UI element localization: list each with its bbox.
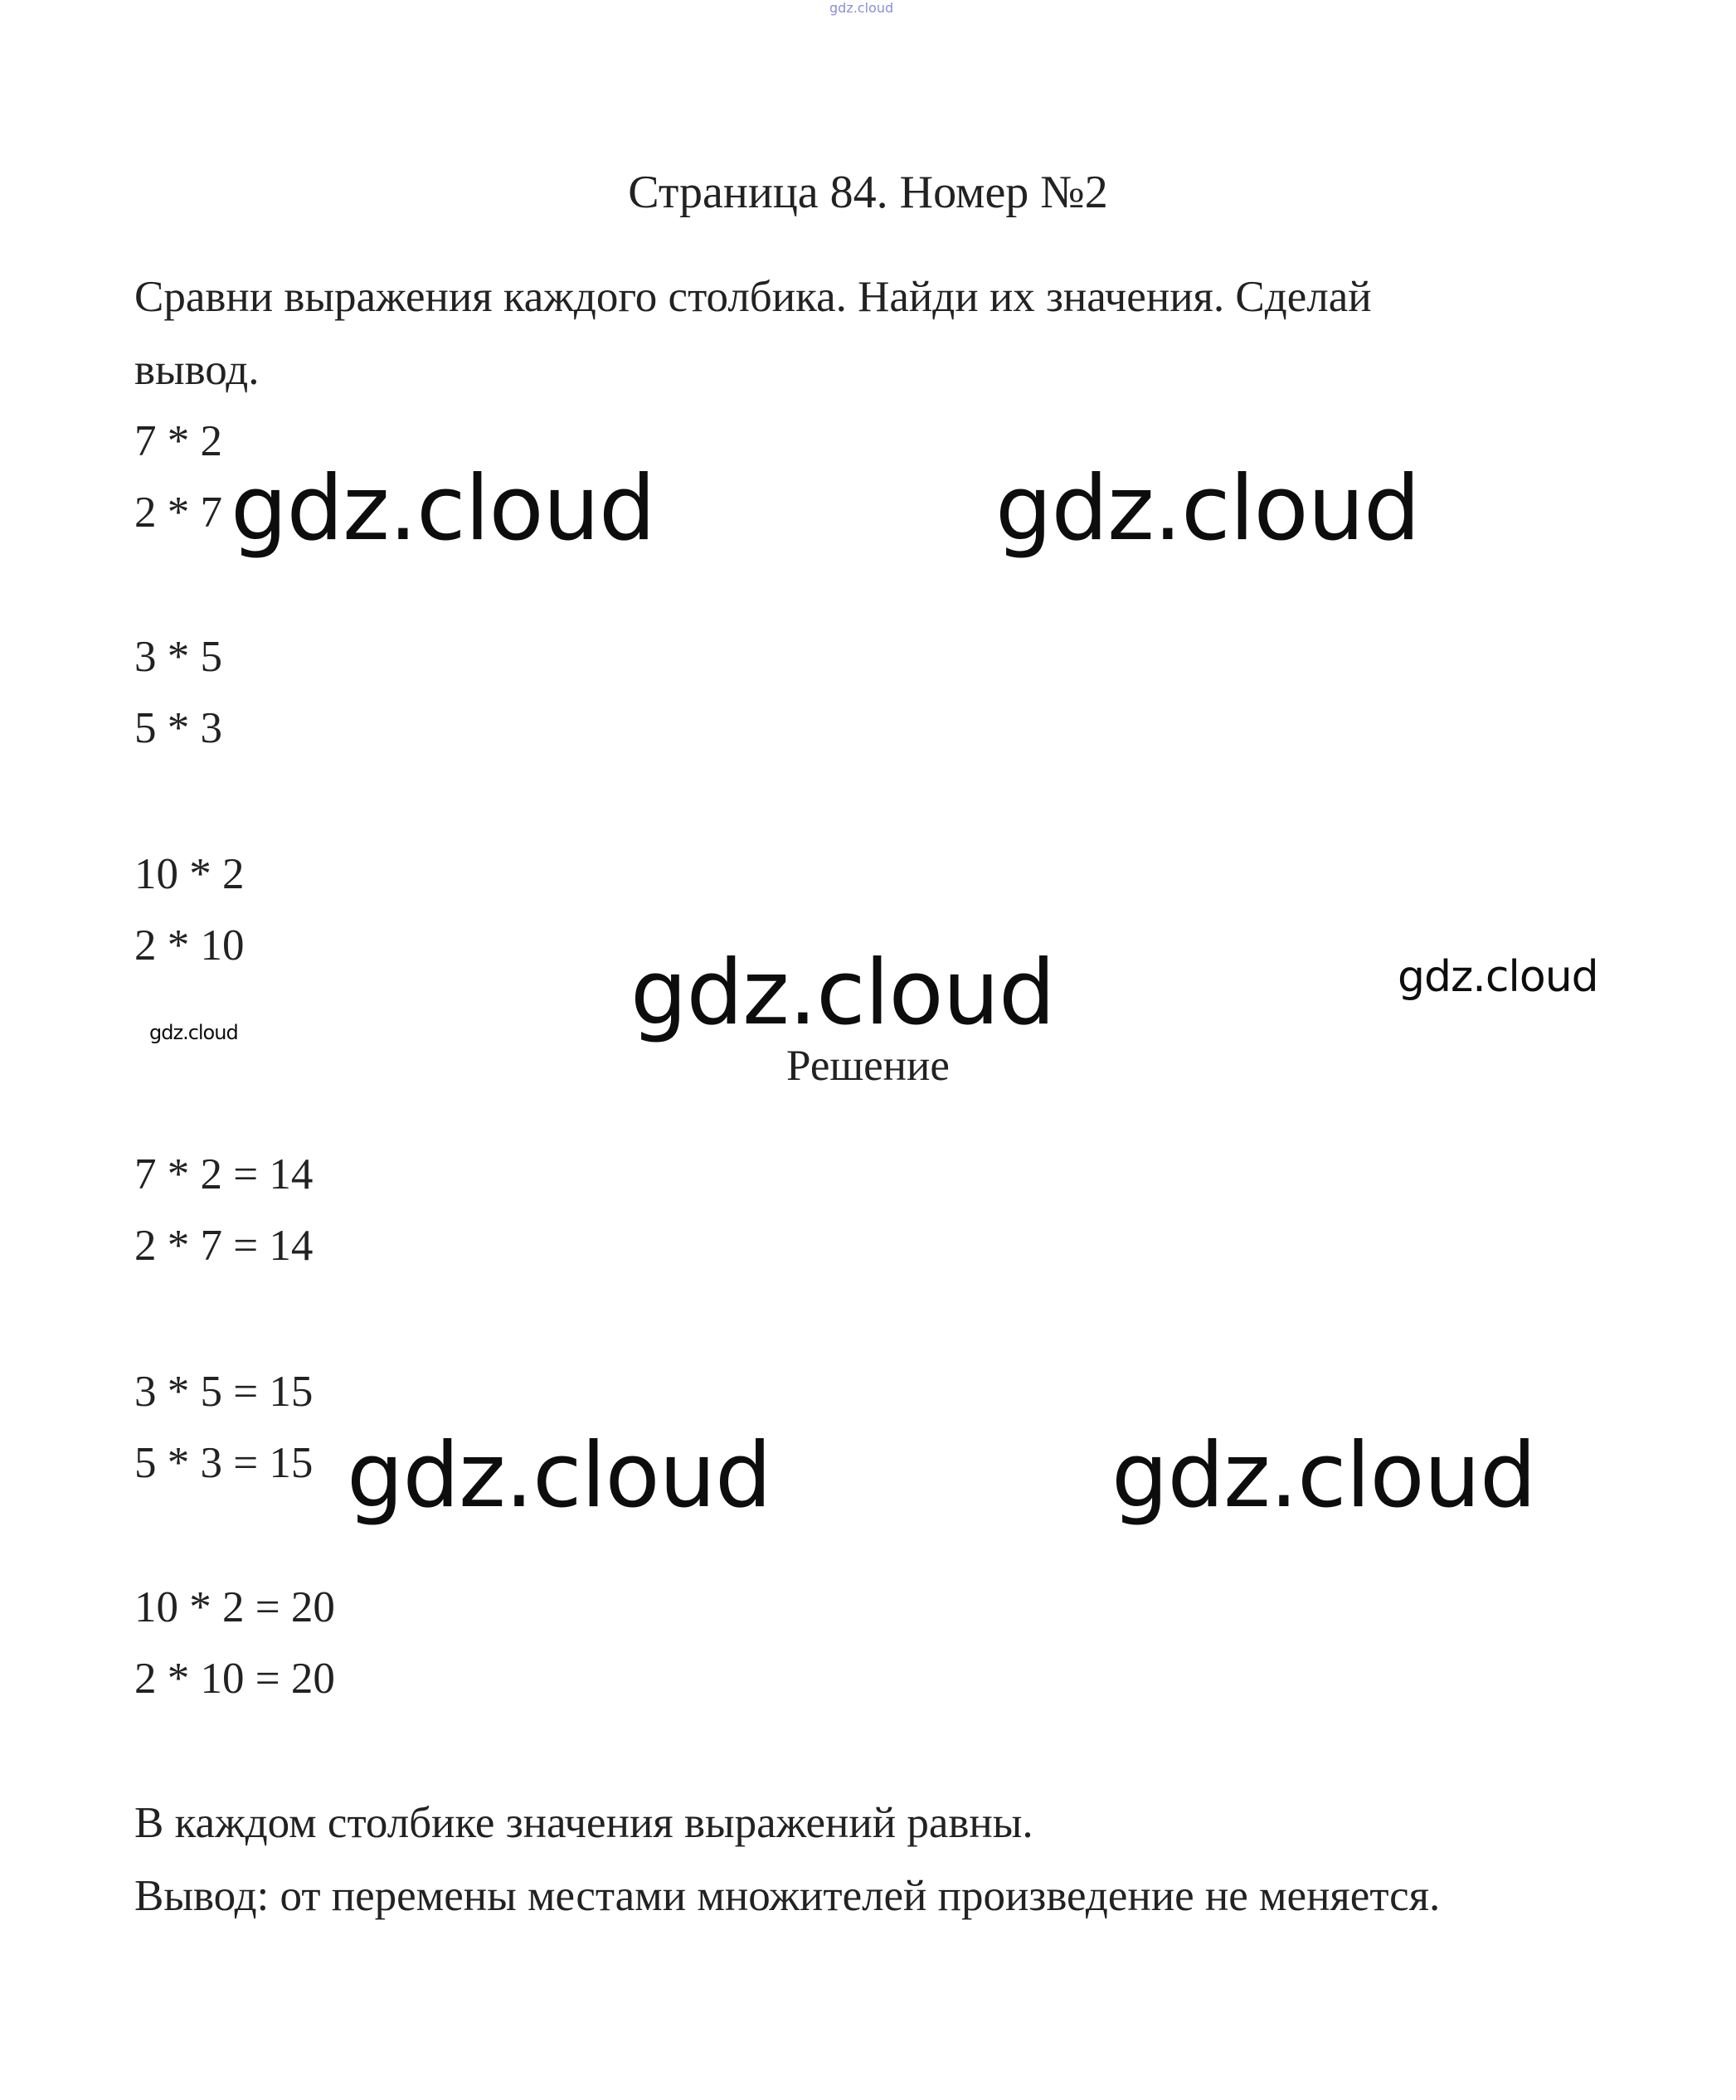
expression-2x7: 2 * 7 xyxy=(134,489,222,537)
task-text-line-2: вывод. xyxy=(134,346,260,394)
result-7x2: 7 * 2 = 14 xyxy=(134,1150,314,1198)
watermark-7: gdz.cloud xyxy=(1111,1424,1536,1528)
watermark-3: gdz.cloud xyxy=(630,941,1055,1045)
result-10x2: 10 * 2 = 20 xyxy=(134,1583,335,1631)
watermark-4: gdz.cloud xyxy=(1398,952,1598,1002)
task-text-line-1: Сравни выражения каждого столбика. Найди их значения. Сделай xyxy=(134,273,1372,321)
watermark-5: gdz.cloud xyxy=(149,1021,238,1044)
result-3x5: 3 * 5 = 15 xyxy=(134,1368,314,1416)
result-5x3: 5 * 3 = 15 xyxy=(134,1439,314,1487)
watermark-2: gdz.cloud xyxy=(995,457,1420,561)
top-watermark: gdz.cloud xyxy=(829,0,894,16)
conclusion-line-1: В каждом столбике значения выражений равны. xyxy=(134,1799,1033,1847)
page-title: Страница 84. Номер №2 xyxy=(628,167,1108,218)
expression-10x2: 10 * 2 xyxy=(134,850,245,898)
result-2x10: 2 * 10 = 20 xyxy=(134,1655,335,1703)
expression-2x10: 2 * 10 xyxy=(134,921,245,970)
expression-5x3: 5 * 3 xyxy=(134,704,222,752)
conclusion-line-2: Вывод: от перемены местами множителей произведение не меняется. xyxy=(134,1872,1441,1920)
watermark-1: gdz.cloud xyxy=(231,457,655,561)
result-2x7: 2 * 7 = 14 xyxy=(134,1222,314,1270)
solution-heading: Решение xyxy=(786,1042,950,1090)
expression-3x5: 3 * 5 xyxy=(134,633,222,681)
watermark-6: gdz.cloud xyxy=(347,1424,771,1528)
expression-7x2: 7 * 2 xyxy=(134,417,222,465)
